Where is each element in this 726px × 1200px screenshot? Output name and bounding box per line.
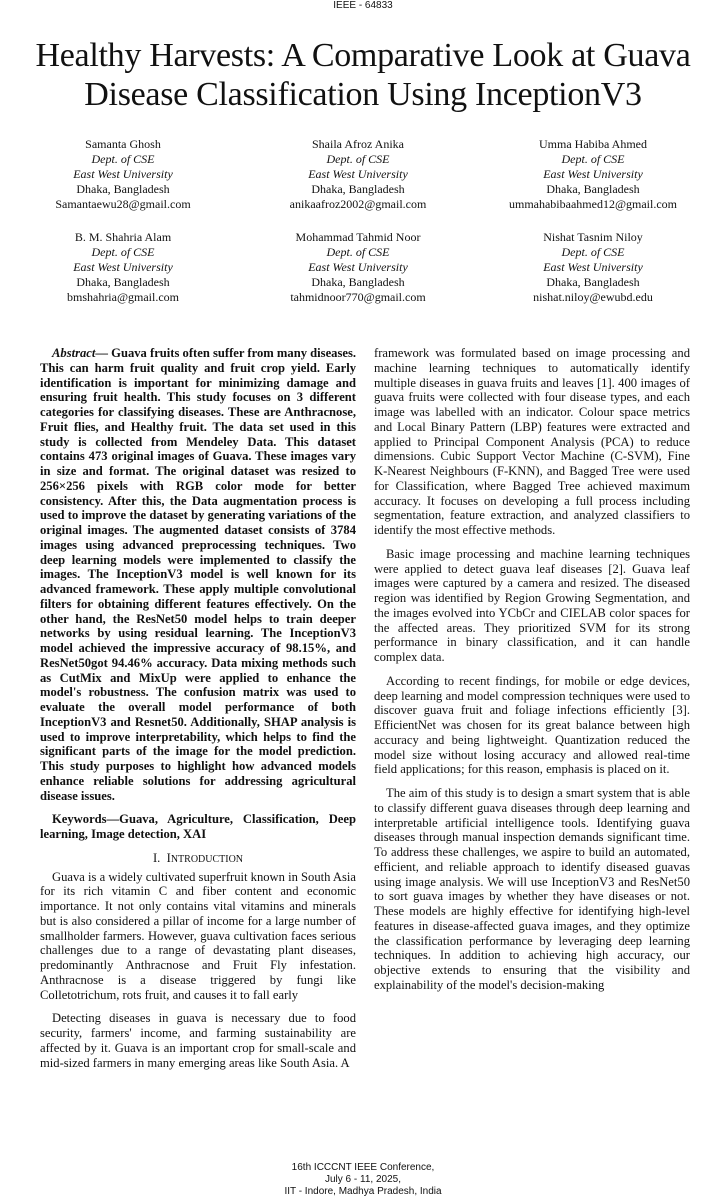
author-email: ummahabibaahmed12@gmail.com [508,197,677,211]
paragraph: framework was formulated based on image processing and machine learning techniques to automatically identify multiple diseases in guava fruits and leaves [1]. 400 images of guava fruits were collected with four disease types, and each image was labelled with an indicator. Colour space metrics and Local Binary Pattern (LBP) features were extracted and applied to Principal Component Analysis (PCA) to reduce dimensions. Cubic Support Vector Machine (C-SVM), Fine K-Nearest Neighbours (F-KNN), and Bagged Tree were used for Classification, where Bagged Tree achieved maximum accuracy. It focuses on developing a full process including segmentation, feature extraction, and analyzed classifiers to identify the most effective methods. [374,346,690,537]
author-card [498,137,688,212]
author-card [263,137,453,212]
author-location: Dhaka, Bangladesh [311,182,405,196]
author-dept: Dept. of CSE [91,152,155,166]
author-location: Dhaka, Bangladesh [76,275,170,289]
author-block [0,137,726,323]
paragraph: The aim of this study is to design a smart system that is able to classify different guava diseases through deep learning and interpretable artificial intelligence tools. Identifying guava diseases through manual inspection demands significant time. To address these challenges, we aspire to build an automated, efficient, and reliable approach to identify diseased guavas using image analysis. We will use InceptionV3 and ResNet50 to sort guava images by whether they have diseases or not. These models are highly effective for identifying high-level features in disease-affected guava images, and they optimize the classification performance by leveraging deep learning techniques. In addition to achieving high accuracy, our objective extends to ensuring that the visibility and explainability of the model's decision-making [374,786,690,992]
author-card [28,137,218,212]
abstract-text: — Guava fruits often suffer from many diseases. This can harm fruit quality and fruit crop yield. Early identification is important for minimizing damage and ensuring fruit health. This study focuses on 3 different categories for classifying diseases. These are Anthracnose, Fruit flies, and Healthy fruit. The data set used in this study is collected from Mendeley Data. This dataset contains 473 original images of Guava. These images vary in size and format. The original dataset was resized to 256×256 pixels with RGB color mode for better consistency. After this, the Data augmentation process is used to improve the dataset by generating variations of the original images. The augmented dataset consists of 3784 images using advanced preprocessing techniques. Two deep learning models were implemented to classify the images. The InceptionV3 model is well known for its advanced framework. These apply multiple convolutional filters for obtaining different features effectively. On the other hand, the ResNet50 model helps to train deeper networks by using residual learning. The InceptionV3 model achieved the impressive accuracy of 98.15%, and ResNet50got 94.46% accuracy. Data mixing methods such as CutMix and MixUp were applied to enhance the model's robustness. The confusion matrix was used to evaluate the overall model performance of both InceptionV3 and Resnet50. Additionally, SHAP analysis is used to improve interpretability, which helps to find the significant parts of the image for the model prediction. This study purposes to highlight how advanced models enhance reliable solutions for addressing agricultural disease issues. [40,346,356,803]
author-card [28,230,218,305]
author-name: Shaila Afroz Anika [312,137,404,151]
author-dept: Dept. of CSE [561,152,625,166]
abstract [40,346,356,803]
author-location: Dhaka, Bangladesh [311,275,405,289]
author-name: Umma Habiba Ahmed [539,137,647,151]
paragraph: Guava is a widely cultivated superfruit known in South Asia for its rich vitamin C and fiber content and economic importance. It not only contains vital vitamins and minerals but is also considered a pillar of income for a large number of smallholder farmers. However, guava cultivation faces serious challenges due to a range of devastating plant diseases, predominantly Anthracnose and Fruit Fly infestation. Anthracnose is a disease triggered by fungi like Colletotrichum, rots fruit, and causes it to fall early [40,869,356,1002]
abstract-label: Abstract [52,346,96,360]
author-email: nishat.niloy@ewubd.edu [533,290,653,304]
page-footer [0,1162,726,1198]
author-dept: Dept. of CSE [326,245,390,259]
section-first-letter: I [166,850,171,865]
footer-line: 16th ICCCNT IEEE Conference, [291,1162,435,1173]
section-number: I. [152,850,161,865]
author-location: Dhaka, Bangladesh [76,182,170,196]
keywords: Keywords—Guava, Agriculture, Classification, Deep learning, Image detection, XAI [40,812,356,841]
author-univ: East West University [543,167,643,181]
paragraph: Basic image processing and machine learning techniques were applied to detect guava leaf diseases [2]. Guava leaf images were captured by a camera and resized. The diseased region was identified by Region Growing Segmentation, and the images evolved into YCbCr and CIELAB color spaces for the affected areas. They prioritized SVM for its strong performance in binary classification, and it can handle complex data. [374,546,690,664]
author-univ: East West University [73,167,173,181]
author-name: Samanta Ghosh [85,137,161,151]
author-email: tahmidnoor770@gmail.com [290,290,426,304]
author-email: bmshahria@gmail.com [66,290,180,304]
author-card [498,230,688,305]
section-title-rest: NTRODUCTION [170,853,244,865]
author-name: Nishat Tasnim Niloy [543,230,643,244]
page-header: IEEE - 64833 [333,0,393,11]
author-email: Samantaewu28@gmail.com [55,197,191,211]
section-heading [40,851,356,868]
right-column [374,346,690,1002]
author-dept: Dept. of CSE [326,152,390,166]
author-univ: East West University [543,260,643,274]
author-univ: East West University [308,167,408,181]
author-univ: East West University [308,260,408,274]
footer-line: July 6 - 11, 2025, [325,1174,401,1185]
author-card [263,230,453,305]
author-location: Dhaka, Bangladesh [546,182,640,196]
paper-title: Healthy Harvests: A Comparative Look at Guava Disease Classification Using InceptionV3 [35,37,691,113]
author-name: B. M. Shahria Alam [74,230,172,244]
author-email: anikaafroz2002@gmail.com [289,197,427,211]
author-dept: Dept. of CSE [91,245,155,259]
author-location: Dhaka, Bangladesh [546,275,640,289]
author-univ: East West University [73,260,173,274]
author-dept: Dept. of CSE [561,245,625,259]
paragraph: According to recent findings, for mobile or edge devices, deep learning and model compression techniques were used to discover guava fruit and foliage infections efficiently [3]. EfficientNet was chosen for its great balance between high accuracy and being lightweight. Quantization reduced the model size without losing accuracy and allowed real-time field applications; for this reason, emphasis is placed on it. [374,673,690,777]
left-column [40,346,356,1079]
paragraph: Detecting diseases in guava is necessary due to food security, farmers' income, and farming sustainability are affected by it. Guava is an important crop for small-scale and mid-sized farmers in many emerging areas like South Asia. A [40,1011,356,1070]
author-name: Mohammad Tahmid Noor [295,230,421,244]
footer-line: IIT - Indore, Madhya Pradesh, India [284,1186,442,1197]
